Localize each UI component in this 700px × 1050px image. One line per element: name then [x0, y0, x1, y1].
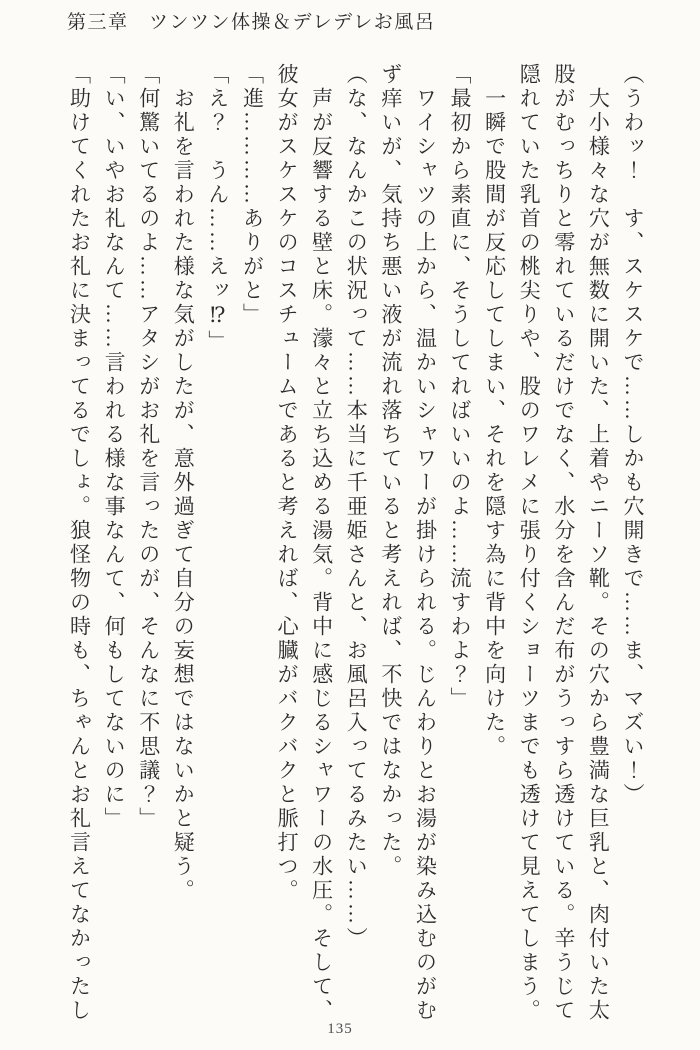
chapter-header: 第三章 ツンツン体操＆デレデレお風呂	[67, 12, 436, 33]
paragraph: 声が反響する壁と床。濛々と立ち込める湯気。背中に感じるシャワーの水圧。そして、彼女がスケスケのコスチュームであると考えれば、心臓がバクバクと脈打つ。	[275, 63, 334, 1023]
paragraph: ワイシャツの上から、温かいシャワーが掛けられる。じんわりとお湯が染み込むのがむず痒いが、気持ち悪い液が流れ落ちていると考えれば、不快ではなかった。	[378, 63, 438, 1023]
paragraph: 「え？ うん……えッ⁉」	[205, 63, 230, 354]
paragraph: 「助けてくれたお礼に決まってるでしょ。狼怪物の時も、ちゃんとお礼言えてなかったし	[67, 63, 92, 1023]
paragraph: 一瞬で股間が反応してしまい、それを隠す為に背中を向けた。	[482, 87, 507, 759]
paragraph: 大小様々な穴が無数に開いた、上着やニーソ靴。その穴から豊満な巨乳と、肉付いた太股がむっちりと零れているだけでなく、水分を含んだ布がうっすら透けている。辛うじて隠れていた乳首の桃尖りや、股のワレメに張り付くショーツまでも透けて見えてしまう。	[517, 63, 611, 1023]
paragraph: お礼を言われた様な気がしたが、意外過ぎて自分の妄想ではないかと疑う。	[171, 87, 196, 903]
paragraph: 「最初から素直に、そうしてればいいのよ……流すわよ？」	[448, 63, 473, 711]
page-number: 135	[327, 1021, 353, 1037]
paragraph: 「何驚いてるのよ……アタシがお礼を言ったのが、そんなに不思議？」	[136, 63, 161, 831]
paragraph: 「い、いやお礼なんて……言われる様な事なんて、何もしてないのに」	[102, 63, 127, 831]
paragraph: （な、なんかこの状況って……本当に千亜姫さんと、お風呂入ってるみたい……）	[344, 63, 369, 951]
paragraph: （うわッ！ す、スケスケで……しかも穴開きで……ま、マズい！）	[621, 63, 645, 807]
paragraph: 「進…………ありがと」	[240, 63, 265, 327]
text-block	[62, 63, 650, 1026]
